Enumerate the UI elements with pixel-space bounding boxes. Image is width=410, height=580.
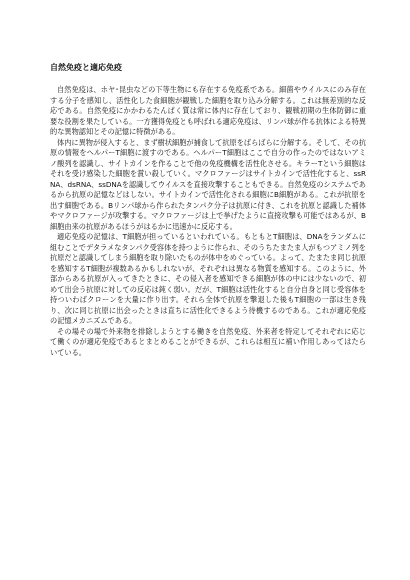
document-body (50, 85, 366, 358)
paragraph: 適応免疫の記憶は、T細胞が担っているといわれている。もともとT細胞は、DNAをランダムに組むことでデタラメなタンパク受容体を持つように作られ、そのうちたまたま人がもつアミノ列を抗原だと認識してしまう細胞を取り除いたものが体中をめぐっている。よって、たまたま同じ抗原を感知するT細胞が複数あるかもしれないが、それぞれは異なる物質を感知する。このように、外部からある抗原が入ってきたときに、その侵入者を感知できる細胞が体の中には少ないので、初めて出会う抗原に対しての反応は鈍く弱い。だが、T細胞は活性化すると自分自身と同じ受容体を持ついわばクローンを大量に作り出す。それら全体で抗原を撃退した後もT細胞の一部は生き残り、次に同じ抗原に出会ったときは直ちに活性化できるよう待機するのである。これが適応免疫の記憶メカニズムである。 (50, 232, 366, 325)
paragraph: その場その場で外来物を排除しようとする働きを自然免疫、外来者を特定してそれぞれに応じて働くのが適応免疫であるとまとめることができるが、これらは相互に補い作用しあってはたらいている。 (50, 326, 366, 357)
paragraph: 体内に異物が侵入すると、まず樹状細胞が捕食して抗原をばらばらに分解する。そして、その抗原の情報をヘルパーT細胞に渡すのである。ヘルパーT細胞はここで自分の作ったのではないアミノ酸列を認識し、サイトカインを作ることで他の免疫機構を活性化させる。キラーTという細胞はそれを受け感染した細胞を賞い殺していく。マクロファージはサイトカインで活性化すると、ssRNA、dsRNA、ssDNAを認識してウイルスを直接攻撃することもできる。自然免疫のシステムであるから抗原の記憶などはしない。サイトカインで活性化される細胞にB細胞がある。これが抗原を出す細胞である。Bリンパ球から作られたタンパク分子は抗原に付き、これを抗原と認識した補体やマクロファージが攻撃する。マクロファージは上で挙げたように直接攻撃も可能ではあるが、B細胞由来の抗原があるほうがはるかに迅速かに反応する。 (50, 137, 366, 231)
document-title: 自然免疫と適応免疫 (50, 63, 122, 72)
paragraph: 自然免疫は、ホヤ･昆虫などの下等生物にも存在する免疫系である。細菌やウイルスにのみ存在する分子を感知し、活性化した食細胞が観戦した細胞を取り込み分解する。これは無差別的な反応である。自然免疫にかかわるたんぱく質は常に体内に存在しており、観戦初期の生体防御に重要な役割を果たしている。一方獲得免疫とも呼ばれる適応免疫は、リンパ球が作る抗体による特異的な異物認知とその記憶に特徴がある。 (50, 85, 366, 136)
